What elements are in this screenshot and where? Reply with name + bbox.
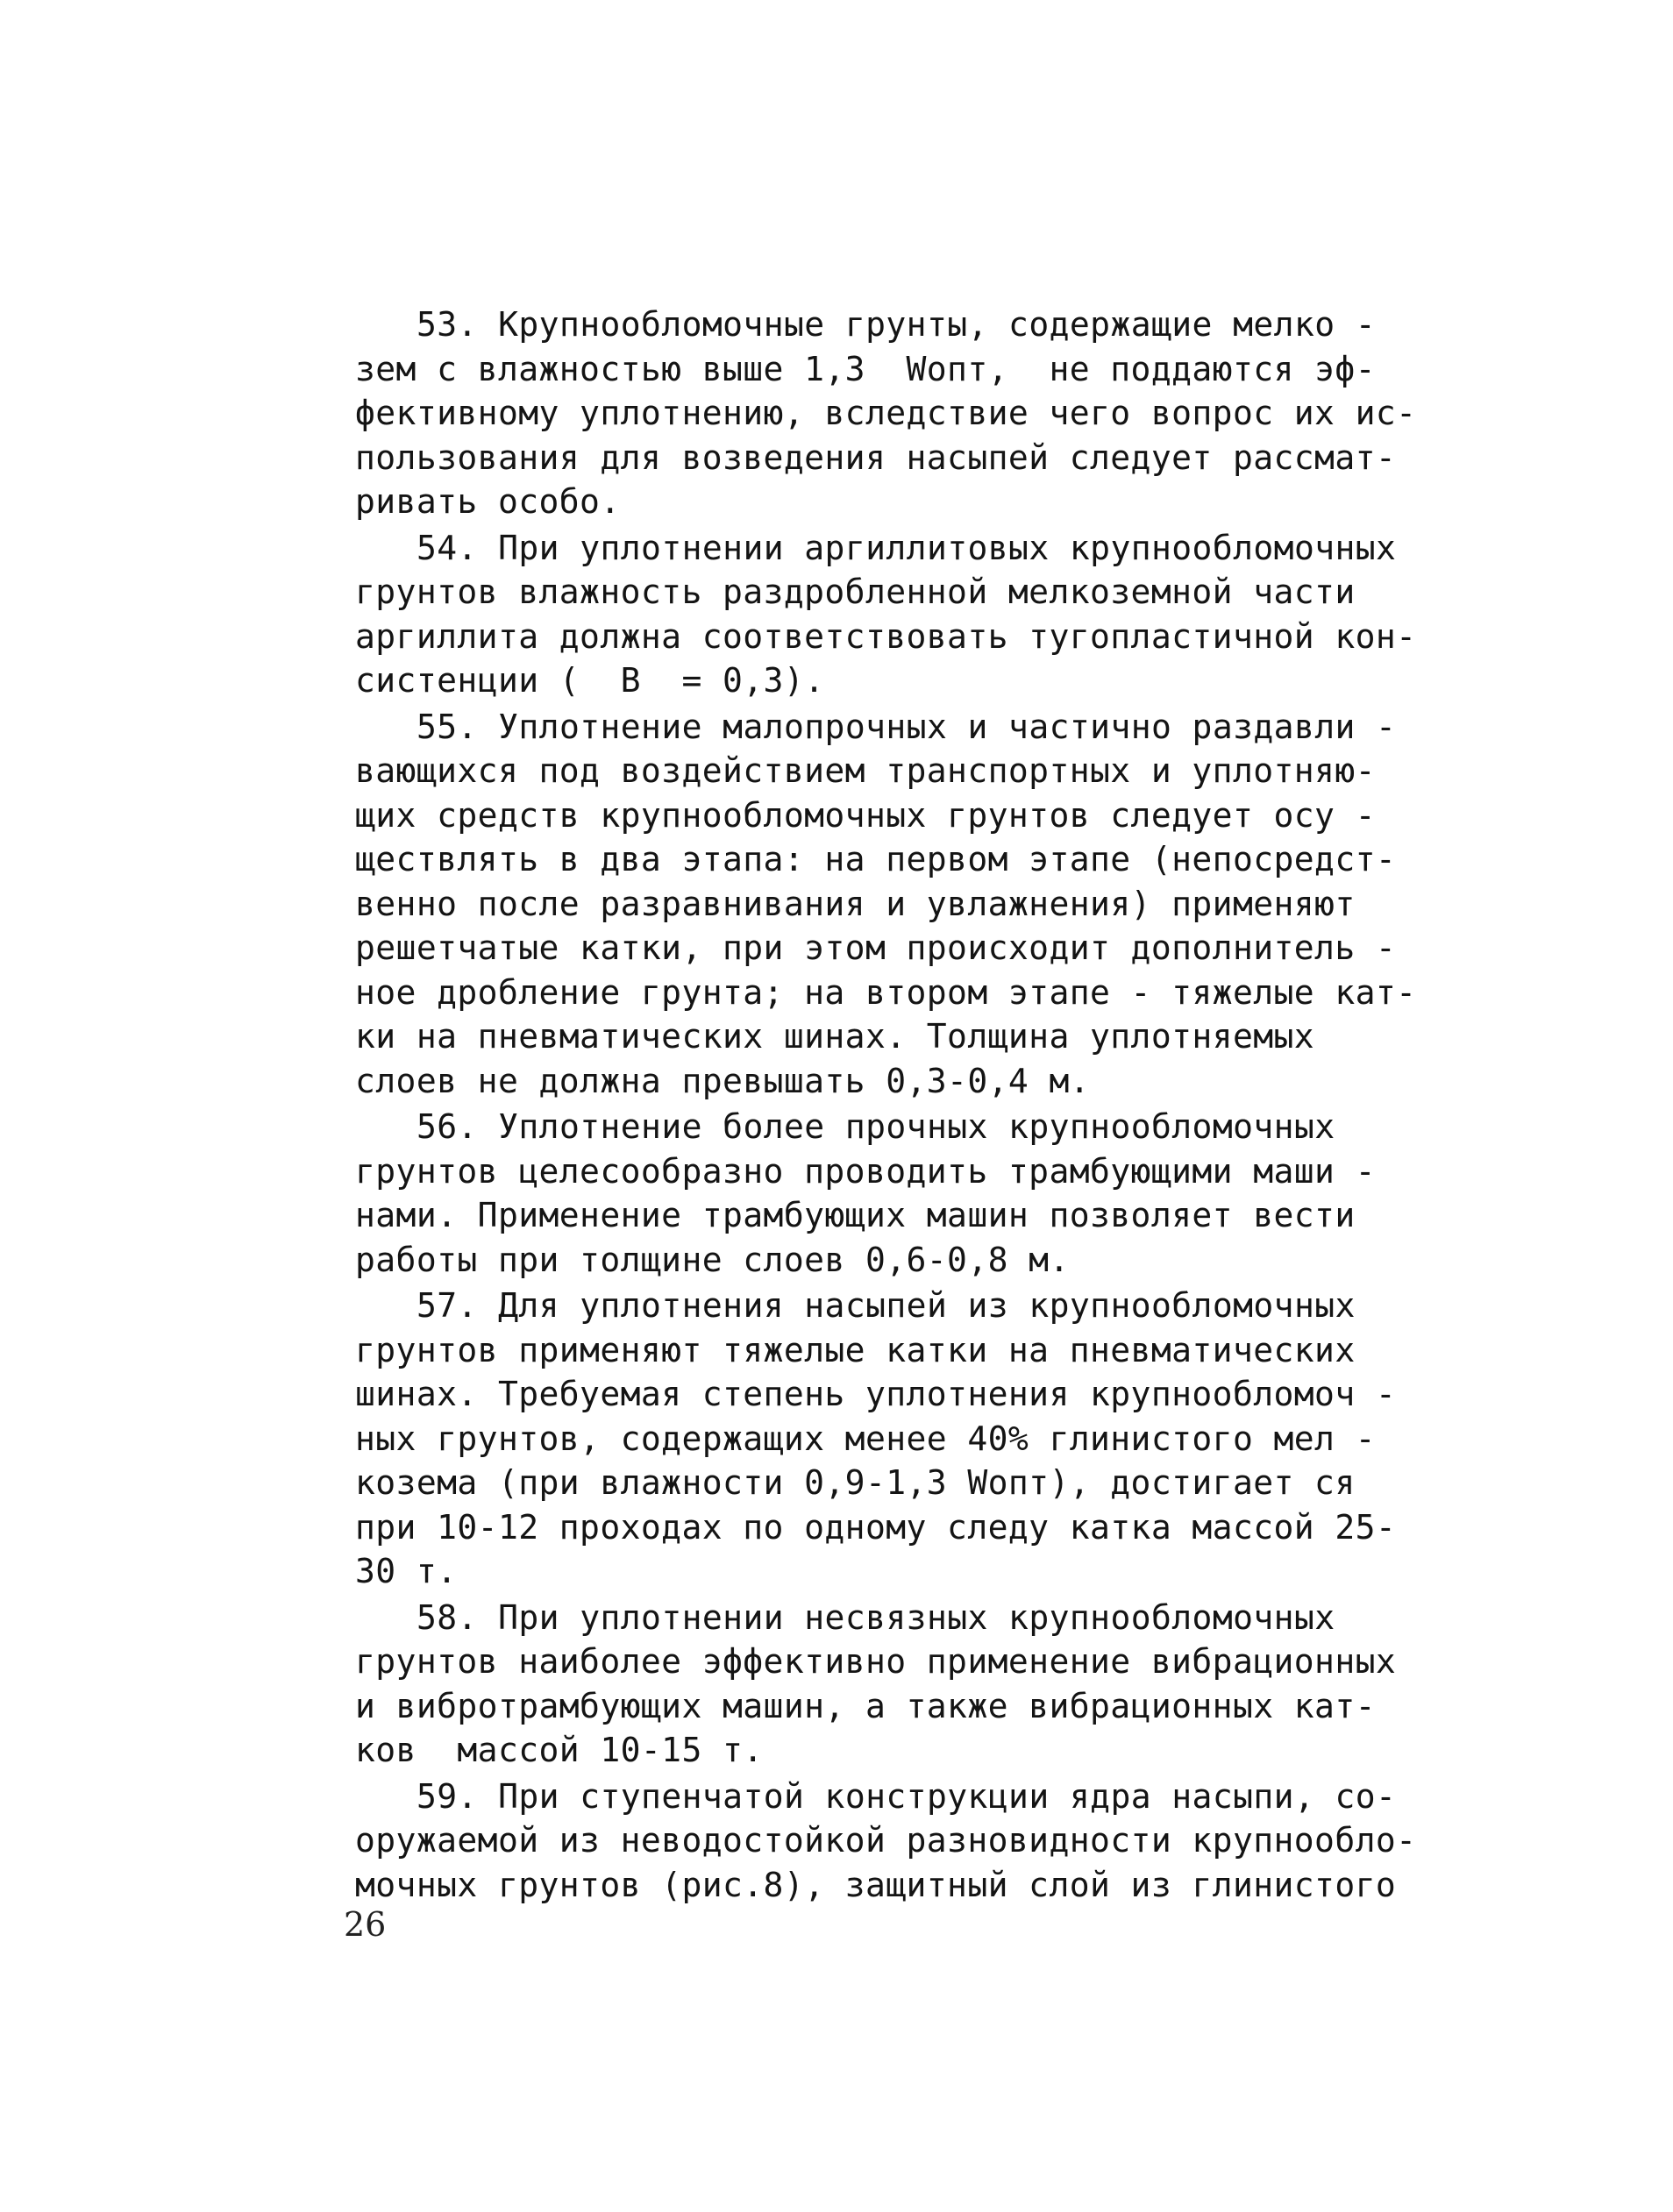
text-line: шинах. Требуемая степень уплотнения крупнообломоч - <box>355 1375 1397 1413</box>
text-line: работы при толщине слоев 0,6-0,8 м. <box>355 1240 1070 1279</box>
text-line: 56. Уплотнение более прочных крупнообломочных <box>416 1107 1335 1146</box>
text-line: грунтов влажность раздробленной мелкоземной части <box>355 573 1356 611</box>
text-line: мочных грунтов (рис.8), защитный слой из глинистого <box>355 1865 1397 1904</box>
text-line: грунтов применяют тяжелые катки на пневматических <box>355 1330 1356 1369</box>
text-line: 55. Уплотнение малопрочных и частично раздавли - <box>416 707 1397 746</box>
text-line: ки на пневматических шинах. Толщина уплотняемых <box>355 1017 1315 1056</box>
text-line: грунтов наиболее эффективно применение вибрационных <box>355 1642 1397 1681</box>
text-line: слоев не должна превышать 0,3-0,4 м. <box>355 1061 1091 1100</box>
text-line: 57. Для уплотнения насыпей из крупнообломочных <box>416 1286 1356 1325</box>
text-line: грунтов целесообразно проводить трамбующими маши - <box>355 1151 1376 1191</box>
text-line: вающихся под воздействием транспортных и уплотняю- <box>355 751 1376 790</box>
text-line: фективному уплотнению, вследствие чего вопрос их ис- <box>355 394 1417 432</box>
body-text <box>355 302 1456 1909</box>
text-line: пользования для возведения насыпей следует рассмат- <box>355 437 1397 477</box>
text-line: ных грунтов, содержащих менее 40% глинистого мел - <box>355 1419 1376 1458</box>
paragraph-59 <box>355 1775 1456 1908</box>
text-line: 59. При ступенчатой конструкции ядра насыпи, со- <box>416 1776 1397 1816</box>
text-line: ривать особо. <box>355 482 621 521</box>
text-line: козема (при влажности 0,9-1,3 Wопт), достигает ся <box>355 1463 1356 1502</box>
text-line: и вибротрамбующих машин, а также вибрационных кат- <box>355 1686 1376 1725</box>
text-line: зем с влажностью выше 1,3 Wопт, не поддаются эф- <box>355 349 1376 388</box>
text-line: 54. При уплотнении аргиллитовых крупнообломочных <box>416 528 1397 567</box>
page-number: 26 <box>344 1905 387 1944</box>
text-line: венно после разравнивания и увлажнения) применяют <box>355 884 1356 923</box>
text-line: 58. При уплотнении несвязных крупнообломочных <box>416 1597 1335 1637</box>
text-line: оружаемой из неводостойкой разновидности крупнообло- <box>355 1821 1417 1860</box>
text-line: ществлять в два этапа: на первом этапе (непосредст- <box>355 840 1397 878</box>
paragraph-53 <box>355 302 1456 524</box>
text-line: систенции ( B = 0,3). <box>355 661 825 700</box>
text-line: 30 т. <box>355 1552 458 1590</box>
paragraph-58 <box>355 1596 1456 1773</box>
text-line: ное дробление грунта; на втором этапе - тяжелые кат- <box>355 972 1417 1012</box>
paragraph-57 <box>355 1284 1456 1594</box>
paragraph-56 <box>355 1105 1456 1282</box>
text-line: решетчатые катки, при этом происходит дополнитель - <box>355 928 1397 967</box>
text-line: ков массой 10-15 т. <box>355 1731 764 1769</box>
paragraph-55 <box>355 705 1456 1104</box>
text-line: аргиллита должна соответствовать тугопластичной кон- <box>355 616 1417 656</box>
text-line: 53. Крупнообломочные грунты, содержащие мелко - <box>416 305 1377 344</box>
text-line: щих средств крупнообломочных грунтов следует осу - <box>355 795 1376 835</box>
text-line: при 10-12 проходах по одному следу катка массой 25- <box>355 1507 1397 1547</box>
paragraph-54 <box>355 526 1456 703</box>
text-line: нами. Применение трамбующих машин позволяет вести <box>355 1196 1356 1234</box>
